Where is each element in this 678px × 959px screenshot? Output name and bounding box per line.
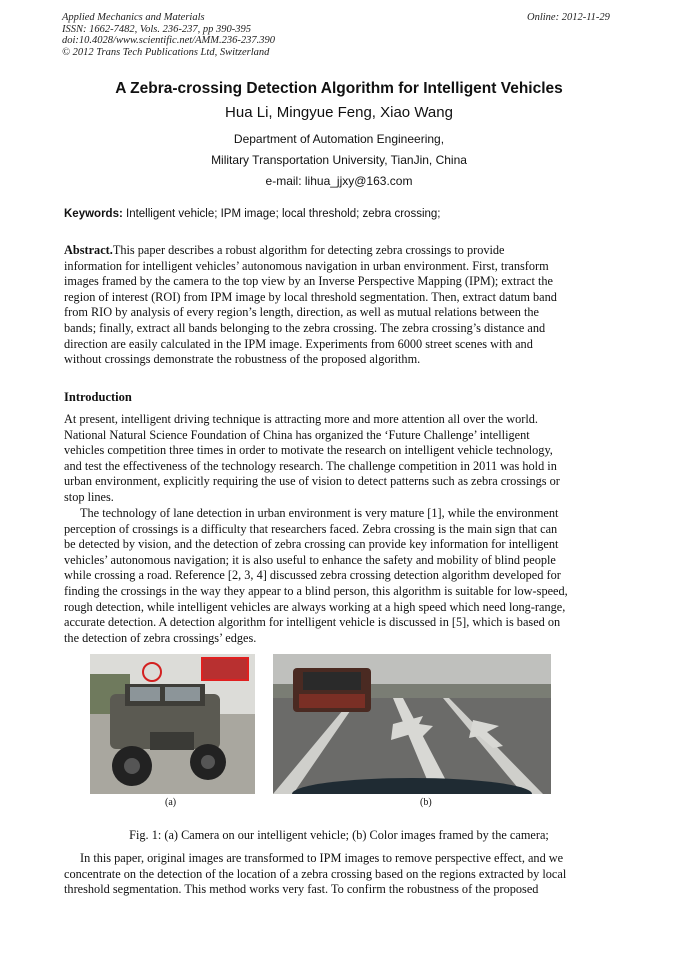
abstract-line: direction are easily calculated in the IPM image. Experiments from 6000 street scenes with and [64, 336, 533, 351]
author-email: e-mail: lihua_jjxy@163.com [265, 174, 413, 188]
keywords-text: Intelligent vehicle; IPM image; local threshold; zebra crossing; [126, 208, 441, 220]
text-line: National Natural Science Foundation of China has organized the ‘Future Challenge’ intelligent [64, 427, 530, 442]
figure-label-b: (b) [420, 797, 432, 808]
text-line: stop lines. [64, 489, 114, 504]
text-line: while crossing a road. Reference [2, 3, 4] discussed zebra crossing detection algorithm developed for [64, 568, 561, 583]
affiliation-department: Department of Automation Engineering, [233, 132, 445, 146]
affiliation-university: Military Transportation University, TianJin, China [211, 153, 467, 167]
doi-line: doi:10.4028/www.scientific.net/AMM.236-237.390 [62, 35, 275, 46]
intro-paragraph-2 [64, 506, 613, 646]
journal-header [62, 12, 275, 58]
abstract-line: without crossings demonstrate the robustness of the proposed algorithm. [64, 352, 421, 367]
journal-name: Applied Mechanics and Materials [62, 12, 205, 23]
text-line: be detected by vision, and the detection of zebra crossing can provide key information for intelligent [64, 537, 559, 552]
abstract-line: region of interest (ROI) from IPM image by local threshold segmentation. Then, extract datum band [64, 289, 557, 304]
text-line: rough detection, while intelligent vehicles are always working at a high speed which need long-range, [64, 599, 566, 614]
keywords-label: Keywords: [64, 208, 123, 220]
issn-line: ISSN: 1662-7482, Vols. 236-237, pp 390-395 [62, 23, 251, 35]
abstract-line: information for intelligent vehicles’ autonomous navigation in urban environment. First, transform [64, 258, 549, 273]
figure-caption: Fig. 1: (a) Camera on our intelligent vehicle; (b) Color images framed by the camera; [129, 828, 549, 842]
text-line: vehicles’ autonomous navigation; it is also useful to enhance the safety and mobility of blind people [64, 552, 556, 567]
text-line: threshold segmentation. This method works very fast. To confirm the robustness of the proposed [64, 882, 539, 897]
text-line: vehicles competition three times in order to motivate the research on intelligent vehicle technology, [64, 443, 553, 458]
text-line: At present, intelligent driving technique is attracting more and more attention all over the world. [64, 412, 538, 426]
intro-paragraph-3 [64, 851, 613, 898]
abstract [64, 243, 613, 368]
text-line: finding the crossings in the way they appear to a blind person, this algorithm is suitable for low-speed, [64, 583, 568, 598]
intro-paragraph-1 [64, 412, 613, 506]
abstract-line: from RIO by analysis of every region’s length, direction, as well as mutual relations between the [64, 305, 540, 320]
text-line: The technology of lane detection in urban environment is very mature [1], while the environment [80, 506, 559, 520]
online-date: Online: 2012-11-29 [527, 12, 610, 23]
figure-vehicle-photo [90, 654, 255, 794]
paper-title: A Zebra-crossing Detection Algorithm for Intelligent Vehicles [115, 80, 563, 97]
abstract-line: images framed by the camera to the top view by an Inverse Perspective Mapping (IPM); extract the [64, 274, 553, 289]
paper-authors: Hua Li, Mingyue Feng, Xiao Wang [225, 104, 453, 121]
keywords [64, 208, 441, 220]
text-line: the detection of zebra crossings’ edges. [64, 630, 257, 645]
text-line: concentrate on the detection of the location of a zebra crossing based on the regions extracted by local [64, 866, 567, 881]
abstract-line: bands; finally, extract all bands belonging to the zebra crossing. The zebra crossing’s distance and [64, 320, 546, 335]
text-line: and test the effectiveness of the technology research. The challenge competition in 2011 was hold in [64, 458, 557, 473]
abstract-label: Abstract. [64, 243, 113, 257]
copyright-line: © 2012 Trans Tech Publications Ltd, Switzerland [62, 46, 270, 58]
text-line: accurate detection. A detection algorithm for intelligent vehicle is discussed in [5], which is based on [64, 615, 561, 630]
figure-road-photo [273, 654, 551, 794]
figure-label-a: (a) [165, 797, 177, 808]
text-line: In this paper, original images are transformed to IPM images to remove perspective effect, and we [80, 851, 564, 865]
vehicle-illustration [90, 654, 255, 794]
road-illustration [273, 654, 551, 794]
introduction-heading: Introduction [64, 390, 132, 404]
text-line: urban environment, explicitly requiring the use of vision to detect patterns such as zebra crossings or [64, 474, 560, 489]
text-line: perception of crossings is a difficulty that researchers faced. Zebra crossing is the main sign that can [64, 521, 558, 536]
abstract-line: This paper describes a robust algorithm for detecting zebra crossings to provide [112, 243, 505, 257]
